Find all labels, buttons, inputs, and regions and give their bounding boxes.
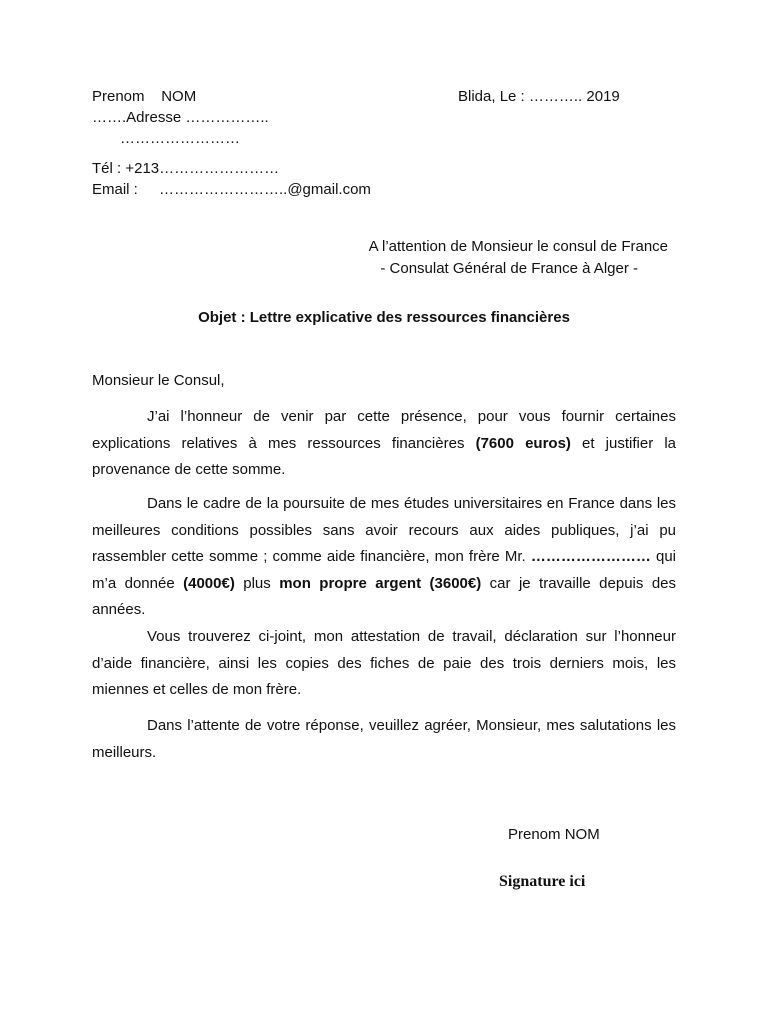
paragraph-2-text-c: plus [234, 574, 280, 592]
paragraph-2-text-d: car je travaille depuis des années. [92, 574, 676, 618]
recipient-line2: - Consulat Général de France à Alger - [380, 260, 638, 277]
salutation: Monsieur le Consul, [92, 372, 225, 389]
paragraph-1-text-a: J’ai l’honneur de venir par cette présence, pour vous fournir certaines explications relatives à mes ressources financières [92, 408, 676, 452]
sender-address-line1: …….Adresse …………….. [92, 109, 269, 126]
closing-name: Prenom NOM [508, 826, 600, 843]
paragraph-3: Vous trouverez ci-joint, mon attestation de travail, déclaration sur l’honneur d’aide financière, ainsi les copies des fiches de paie des trois derniers mois, les miennes et celles de mon frère. [92, 628, 676, 698]
paragraph-1-text-b: et justifier la provenance de cette somme. [92, 434, 676, 478]
paragraph-2-text-a: Dans le cadre de la poursuite de mes études universitaires en France dans les meilleures conditions possibles sans avoir recours aux aides publiques, j’ai pu rassembler cette somme ; comme aide financière, mon frère Mr. [92, 495, 676, 565]
subject-line: Objet : Lettre explicative des ressources financières [198, 309, 570, 326]
paragraph-2 [92, 491, 676, 624]
amount-total: (7600 euros) [475, 434, 571, 452]
recipient-line1: A l’attention de Monsieur le consul de France [368, 238, 668, 255]
sender-email-label: Email : [92, 181, 138, 198]
paragraph-1 [92, 404, 676, 484]
amount-brother: (4000€) [183, 574, 235, 592]
signature: Signature ici [499, 873, 586, 890]
amount-own: mon propre argent (3600€) [279, 574, 482, 592]
paragraph-4: Dans l’attente de votre réponse, veuillez agréer, Monsieur, mes salutations les meilleurs. [92, 717, 676, 761]
recipient-block [300, 236, 668, 280]
date-line: Blida, Le : ……….. 2019 [458, 88, 620, 105]
sender-name: Prenom NOM [92, 88, 197, 105]
sender-address-line2: …………………… [120, 130, 240, 147]
paragraph-2-text-b: qui m’a donnée [92, 548, 676, 592]
brother-name-placeholder: …………………… [530, 548, 651, 565]
sender-phone: Tél : +213…………………… [92, 160, 280, 177]
sender-email-value: ……………………..@gmail.com [159, 181, 371, 198]
